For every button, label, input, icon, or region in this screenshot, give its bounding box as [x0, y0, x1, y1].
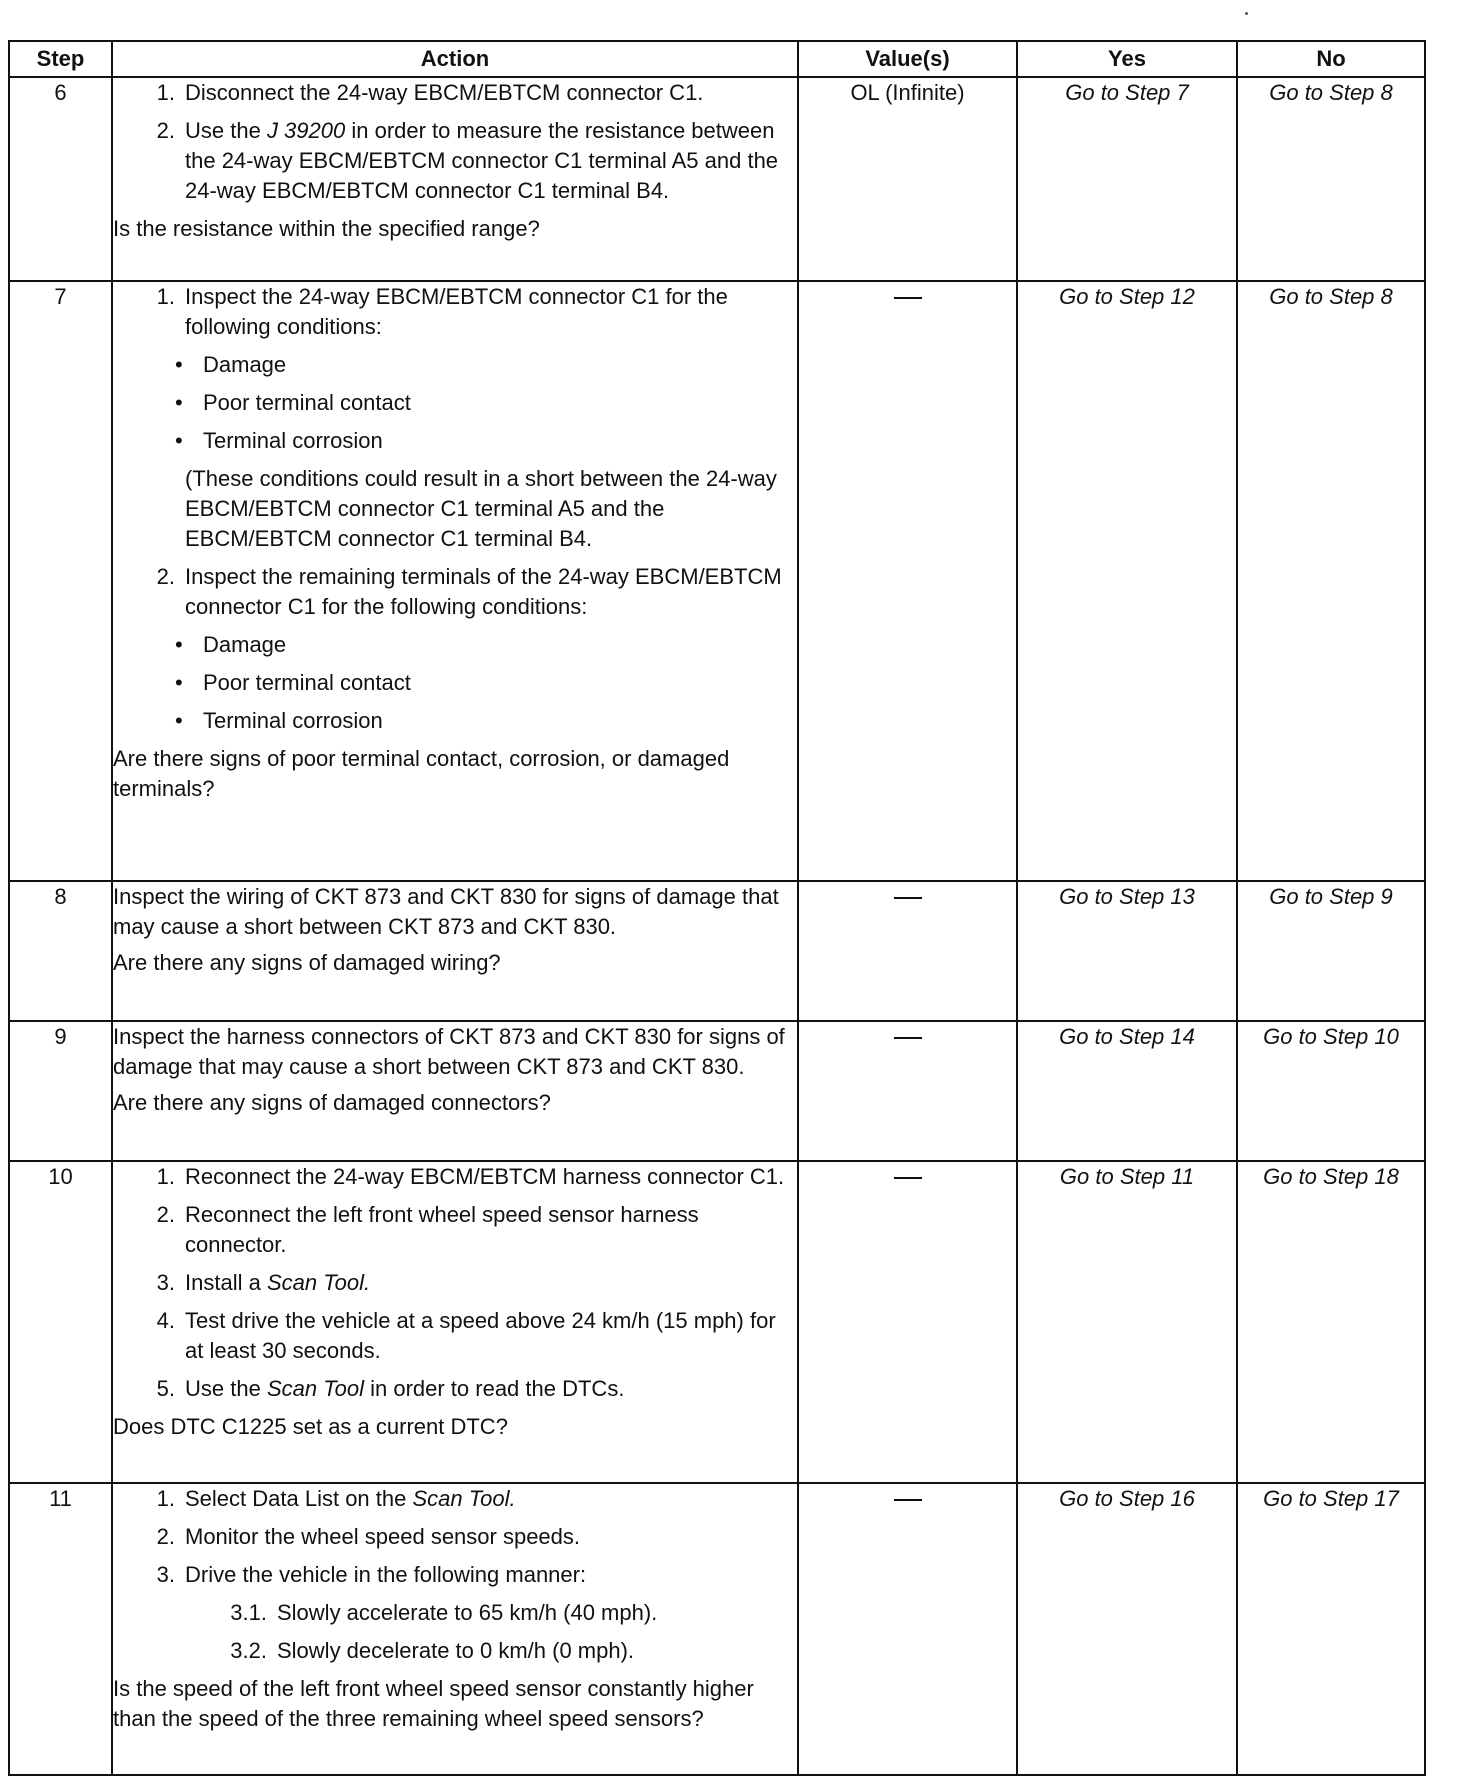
condition-bullet [175, 388, 797, 418]
bullet-mark: • [175, 390, 183, 415]
action-text: Inspect the harness connectors of CKT 873 and CKT 830 for signs of damage that may cause a short between CKT 873 and CKT 830. [113, 1024, 785, 1079]
question-text: Are there signs of poor terminal contact, corrosion, or damaged terminals? [113, 746, 730, 801]
value-cell [798, 881, 1017, 1021]
tool-name: Scan Tool. [412, 1486, 516, 1511]
question-text: Are there any signs of damaged wiring? [113, 950, 501, 975]
item-number: 3. [156, 1562, 175, 1587]
bullet-mark: • [175, 352, 183, 377]
no-cell: Go to Step 8 [1237, 77, 1425, 281]
table-row-step-7 [9, 281, 1425, 881]
item-text: Monitor the wheel speed sensor speeds. [185, 1524, 581, 1549]
action-text: Inspect the wiring of CKT 873 and CKT 830 for signs of damage that may cause a short between CKT 873 and CKT 830. [113, 884, 779, 939]
item-number: 1. [156, 80, 175, 105]
subitem-number: 3.1. [230, 1600, 267, 1625]
yes-cell: Go to Step 11 [1017, 1161, 1237, 1483]
no-cell: Go to Step 10 [1237, 1021, 1425, 1161]
yes-cell: Go to Step 13 [1017, 881, 1237, 1021]
step-number: 7 [9, 281, 112, 881]
item-text [185, 1374, 797, 1404]
table-row-step-9 [9, 1021, 1425, 1161]
header-no: No [1237, 41, 1425, 77]
tool-name: Scan Tool [266, 1376, 364, 1401]
step-number: 11 [9, 1483, 112, 1775]
question-text: Are there any signs of damaged connectors? [113, 1090, 551, 1115]
item-number: 1. [156, 284, 175, 309]
item-text: Drive the vehicle in the following manner: [185, 1562, 587, 1587]
no-cell: Go to Step 18 [1237, 1161, 1425, 1483]
action-item [113, 282, 797, 342]
action-item [113, 116, 797, 206]
item-text [185, 1484, 797, 1514]
action-item [113, 1306, 797, 1366]
item-text-post: in order to measure the resistance between the 24-way EBCM/EBTCM connector C1 terminal A5 and the 24-way EBCM/EBTCM connector C1 terminal B4. [185, 118, 779, 203]
bullet-text: Poor terminal contact [203, 670, 411, 695]
header-yes: Yes [1017, 41, 1237, 77]
item-number: 4. [156, 1308, 175, 1333]
item-text-post: in order to read the DTCs. [363, 1376, 625, 1401]
dash-mark [894, 1499, 922, 1501]
value-cell: OL (Infinite) [798, 77, 1017, 281]
action-subitem [113, 1636, 797, 1666]
item-number: 3. [156, 1270, 175, 1295]
action-item [113, 1268, 797, 1298]
dash-mark [894, 1037, 922, 1039]
question-text: Does DTC C1225 set as a current DTC? [113, 1414, 508, 1439]
step-number: 9 [9, 1021, 112, 1161]
item-text: Inspect the 24-way EBCM/EBTCM connector C1 for the following conditions: [185, 284, 728, 339]
no-cell: Go to Step 8 [1237, 281, 1425, 881]
item-number: 5. [156, 1376, 175, 1401]
table-row-step-6 [9, 77, 1425, 281]
value-cell [798, 1161, 1017, 1483]
no-cell: Go to Step 17 [1237, 1483, 1425, 1775]
header-action: Action [112, 41, 798, 77]
yes-cell: Go to Step 14 [1017, 1021, 1237, 1161]
item-number: 2. [156, 1202, 175, 1227]
action-cell [112, 1483, 798, 1775]
action-item [113, 1162, 797, 1192]
tool-name: Scan Tool. [266, 1270, 371, 1295]
dash-mark [894, 1177, 922, 1179]
condition-note: (These conditions could result in a short between the 24-way EBCM/EBTCM connector C1 terminal A5 and the EBCM/EBTCM connector C1 terminal B4. [185, 466, 777, 551]
subitem-text: Slowly decelerate to 0 km/h (0 mph). [277, 1638, 635, 1663]
bullet-text: Poor terminal contact [203, 390, 411, 415]
value-cell [798, 1021, 1017, 1161]
bullet-text: Damage [203, 632, 287, 657]
yes-cell: Go to Step 12 [1017, 281, 1237, 881]
table-row-step-10 [9, 1161, 1425, 1483]
item-text-pre: Install a [185, 1270, 267, 1295]
action-item [113, 1560, 797, 1590]
bullet-mark: • [175, 428, 183, 453]
question-text: Is the speed of the left front wheel speed sensor constantly higher than the speed of the three remaining wheel speed sensors? [113, 1676, 754, 1731]
condition-bullet [175, 426, 797, 456]
item-number: 2. [156, 564, 175, 589]
action-cell [112, 1161, 798, 1483]
dash-mark [894, 897, 922, 899]
condition-bullet [175, 706, 797, 736]
action-item [113, 1374, 797, 1404]
bullet-mark: • [175, 632, 183, 657]
table-row-step-11 [9, 1483, 1425, 1775]
item-text: Reconnect the 24-way EBCM/EBTCM harness connector C1. [185, 1164, 785, 1189]
diagnostic-table [8, 40, 1426, 1776]
bullet-mark: • [175, 670, 183, 695]
dash-mark [894, 297, 922, 299]
item-text [185, 1268, 797, 1298]
action-item [113, 1484, 797, 1514]
item-text [185, 116, 797, 206]
tool-name: J 39200 [266, 118, 346, 143]
item-text-pre: Use the [185, 118, 267, 143]
yes-cell: Go to Step 16 [1017, 1483, 1237, 1775]
scan-speck [1245, 12, 1248, 15]
condition-bullet [175, 350, 797, 380]
item-text: Disconnect the 24-way EBCM/EBTCM connector C1. [185, 80, 704, 105]
bullet-mark: • [175, 708, 183, 733]
action-subitem [113, 1598, 797, 1628]
item-text-pre: Select Data List on the [185, 1486, 413, 1511]
action-item [113, 1522, 797, 1552]
item-text: Reconnect the left front wheel speed sensor harness connector. [185, 1202, 699, 1257]
question-text: Is the resistance within the specified range? [113, 216, 540, 241]
condition-bullet [175, 630, 797, 660]
action-item [113, 78, 797, 108]
condition-bullet [175, 668, 797, 698]
item-number: 1. [156, 1164, 175, 1189]
table-row-step-8 [9, 881, 1425, 1021]
step-number: 10 [9, 1161, 112, 1483]
item-text: Test drive the vehicle at a speed above 24 km/h (15 mph) for at least 30 seconds. [185, 1308, 776, 1363]
value-cell [798, 281, 1017, 881]
action-item [113, 562, 797, 622]
item-text-pre: Use the [185, 1376, 267, 1401]
step-number: 8 [9, 881, 112, 1021]
action-cell [112, 77, 798, 281]
action-cell [112, 1021, 798, 1161]
item-number: 2. [156, 1524, 175, 1549]
table-header-row [9, 41, 1425, 77]
subitem-number: 3.2. [230, 1638, 267, 1663]
bullet-text: Terminal corrosion [203, 428, 383, 453]
action-cell [112, 881, 798, 1021]
step-number: 6 [9, 77, 112, 281]
bullet-text: Damage [203, 352, 287, 377]
item-number: 2. [156, 118, 175, 143]
subitem-text: Slowly accelerate to 65 km/h (40 mph). [277, 1600, 658, 1625]
action-item [113, 1200, 797, 1260]
header-step: Step [9, 41, 112, 77]
item-text: Inspect the remaining terminals of the 24-way EBCM/EBTCM connector C1 for the following conditions: [185, 564, 782, 619]
bullet-text: Terminal corrosion [203, 708, 383, 733]
yes-cell: Go to Step 7 [1017, 77, 1237, 281]
action-cell [112, 281, 798, 881]
header-values: Value(s) [798, 41, 1017, 77]
no-cell: Go to Step 9 [1237, 881, 1425, 1021]
value-cell [798, 1483, 1017, 1775]
item-number: 1. [156, 1486, 175, 1511]
